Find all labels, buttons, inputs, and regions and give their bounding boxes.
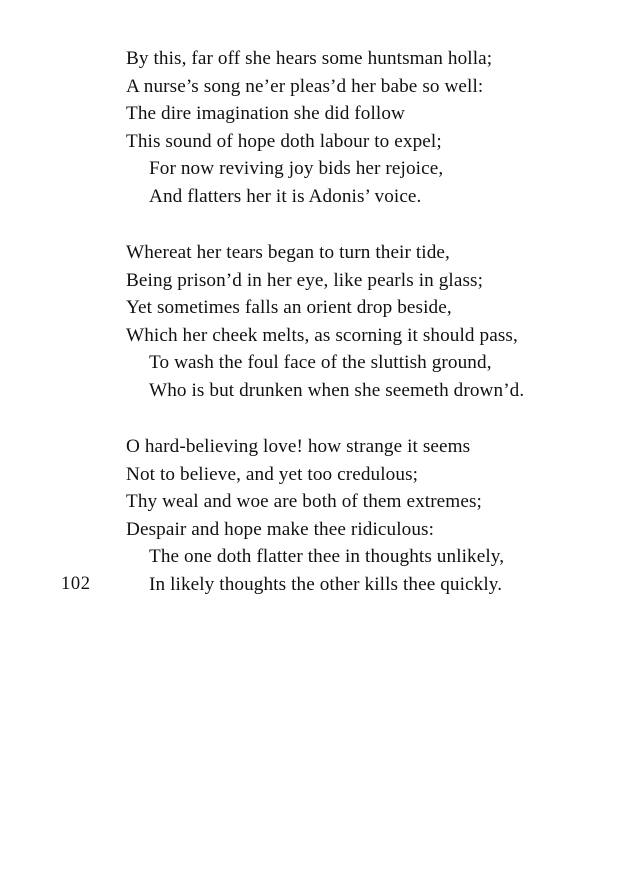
poem-line: By this, far off she hears some huntsman holla; (126, 48, 493, 69)
stanza-3 (126, 433, 626, 599)
page-number: 102 (61, 574, 91, 594)
poem-line: Being prison’d in her eye, like pearls in glass; (126, 269, 484, 291)
poem-line: Which her cheek melts, as scorning it should pass, (126, 324, 518, 346)
poem-line: Despair and hope make thee ridiculous: (126, 518, 435, 540)
poem-line: Thy weal and woe are both of them extremes; (126, 491, 482, 513)
poem-line: Not to believe, and yet too credulous; (126, 463, 419, 485)
poem-line-indented: In likely thoughts the other kills thee quickly. (149, 573, 503, 595)
poem-line-indented: The one doth flatter thee in thoughts unlikely, (149, 546, 505, 568)
poem-line: Yet sometimes falls an orient drop beside, (126, 297, 452, 319)
poem-line: Whereat her tears began to turn their tide, (126, 242, 450, 263)
poem-line-indented: Who is but drunken when she seemeth drown’d. (149, 379, 525, 401)
poem-line: O hard-believing love! how strange it seems (126, 436, 471, 457)
stanza-2 (126, 239, 626, 405)
poem-line: This sound of hope doth labour to expel; (126, 130, 442, 152)
poem-line-indented: To wash the foul face of the sluttish ground, (149, 352, 492, 374)
poem-line: The dire imagination she did follow (126, 103, 405, 125)
poem-line-indented: For now reviving joy bids her rejoice, (149, 158, 444, 180)
poem-line: A nurse’s song ne’er pleas’d her babe so well: (126, 75, 484, 97)
stanza-1 (126, 45, 626, 211)
poem-line-indented: And flatters her it is Adonis’ voice. (149, 185, 422, 207)
